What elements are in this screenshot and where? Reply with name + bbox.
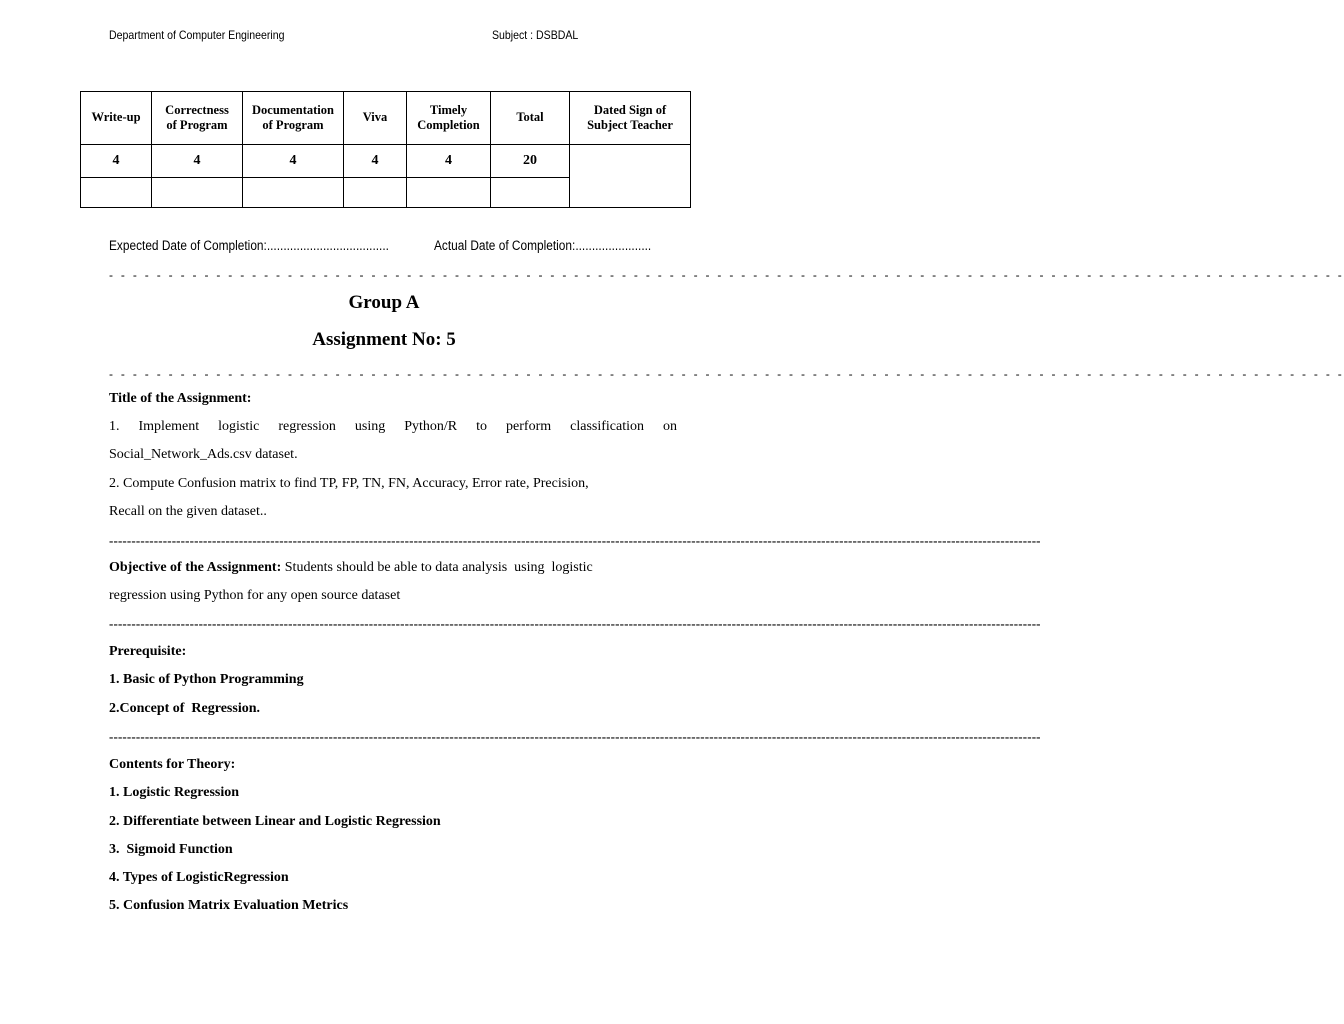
obtained-writeup-cell[interactable] <box>81 178 152 208</box>
objective-line-2: regression using Python for any open source dataset <box>109 588 401 603</box>
objective-label: Objective of the Assignment: <box>109 560 282 575</box>
prerequisite-label: Prerequisite: <box>109 644 187 659</box>
prerequisite-item-1: 1. Basic of Python Programming <box>109 672 304 687</box>
obtained-correctness-cell[interactable] <box>152 178 243 208</box>
theory-item-5: 5. Confusion Matrix Evaluation Metrics <box>109 898 349 913</box>
obtained-total-cell[interactable] <box>491 178 570 208</box>
title-line-1: 1. Implement logistic regression using Python/R to perform classification on <box>109 419 677 434</box>
marks-header-row <box>81 92 691 145</box>
separator-after-prerequisite: ---------------------------------------------------------------------------------------------------------------------------------------------------------------------------------------------------------------- <box>109 729 1041 744</box>
theory-item-4: 4. Types of LogisticRegression <box>109 870 289 885</box>
header-cell-viva: Viva <box>344 92 407 145</box>
max-mark-viva: 4 <box>344 144 407 178</box>
department-header: Department of Computer Engineering <box>109 28 285 42</box>
actual-date-label: Actual Date of Completion:....................... <box>434 238 652 253</box>
group-heading: Group A <box>348 292 420 313</box>
prerequisite-item-2: 2.Concept of Regression. <box>109 701 261 716</box>
obtained-timely-cell[interactable] <box>407 178 491 208</box>
header-cell-sign: Dated Sign of Subject Teacher <box>570 92 691 145</box>
objective-line-1 <box>109 560 593 576</box>
max-mark-documentation: 4 <box>243 144 344 178</box>
subject-header: Subject : DSBDAL <box>492 28 579 42</box>
objective-text-1: Students should be able to data analysis using logistic <box>281 560 593 575</box>
header-cell-writeup: Write-up <box>81 92 152 145</box>
separator-after-title: ---------------------------------------------------------------------------------------------------------------------------------------------------------------------------------------------------------------- <box>109 533 1041 548</box>
max-mark-total: 20 <box>491 144 570 178</box>
title-line-2: Social_Network_Ads.csv dataset. <box>109 447 298 462</box>
max-mark-timely: 4 <box>407 144 491 178</box>
assignment-heading: Assignment No: 5 <box>312 329 456 350</box>
max-mark-correctness: 4 <box>152 144 243 178</box>
max-mark-writeup: 4 <box>81 144 152 178</box>
marks-table <box>80 91 691 208</box>
header-cell-total: Total <box>491 92 570 145</box>
max-marks-row <box>81 144 691 178</box>
separator-after-objective: ---------------------------------------------------------------------------------------------------------------------------------------------------------------------------------------------------------------- <box>109 616 1041 631</box>
theory-item-1: 1. Logistic Regression <box>109 785 240 800</box>
header-cell-timely: Timely Completion <box>407 92 491 145</box>
header-cell-correctness: Correctness of Program <box>152 92 243 145</box>
separator-top: - - - - - - - - - - - - - - - - - - - - - - - - - - - - - - - - - - - - - - - - - - - - - - - - - - - - - - - - - - - - - - - - - - - - - - - - - - - - - - - - - - - - - - - - - - - - - - - - - - - - - - - - <box>109 268 1344 282</box>
theory-item-3: 3. Sigmoid Function <box>109 842 233 857</box>
separator-below-heading: - - - - - - - - - - - - - - - - - - - - - - - - - - - - - - - - - - - - - - - - - - - - - - - - - - - - - - - - - - - - - - - - - - - - - - - - - - - - - - - - - - - - - - - - - - - - - - - - - - - - - - - - <box>109 367 1344 381</box>
theory-label: Contents for Theory: <box>109 757 236 772</box>
obtained-viva-cell[interactable] <box>344 178 407 208</box>
theory-item-2: 2. Differentiate between Linear and Logistic Regression <box>109 814 441 829</box>
title-line-4: Recall on the given dataset.. <box>109 504 267 519</box>
obtained-documentation-cell[interactable] <box>243 178 344 208</box>
teacher-sign-cell[interactable] <box>570 144 691 207</box>
title-label: Title of the Assignment: <box>109 391 252 406</box>
header-cell-documentation: Documentation of Program <box>243 92 344 145</box>
expected-date-label: Expected Date of Completion:..................................... <box>109 238 389 253</box>
title-line-3: 2. Compute Confusion matrix to find TP, FP, TN, FN, Accuracy, Error rate, Precision, <box>109 476 589 491</box>
